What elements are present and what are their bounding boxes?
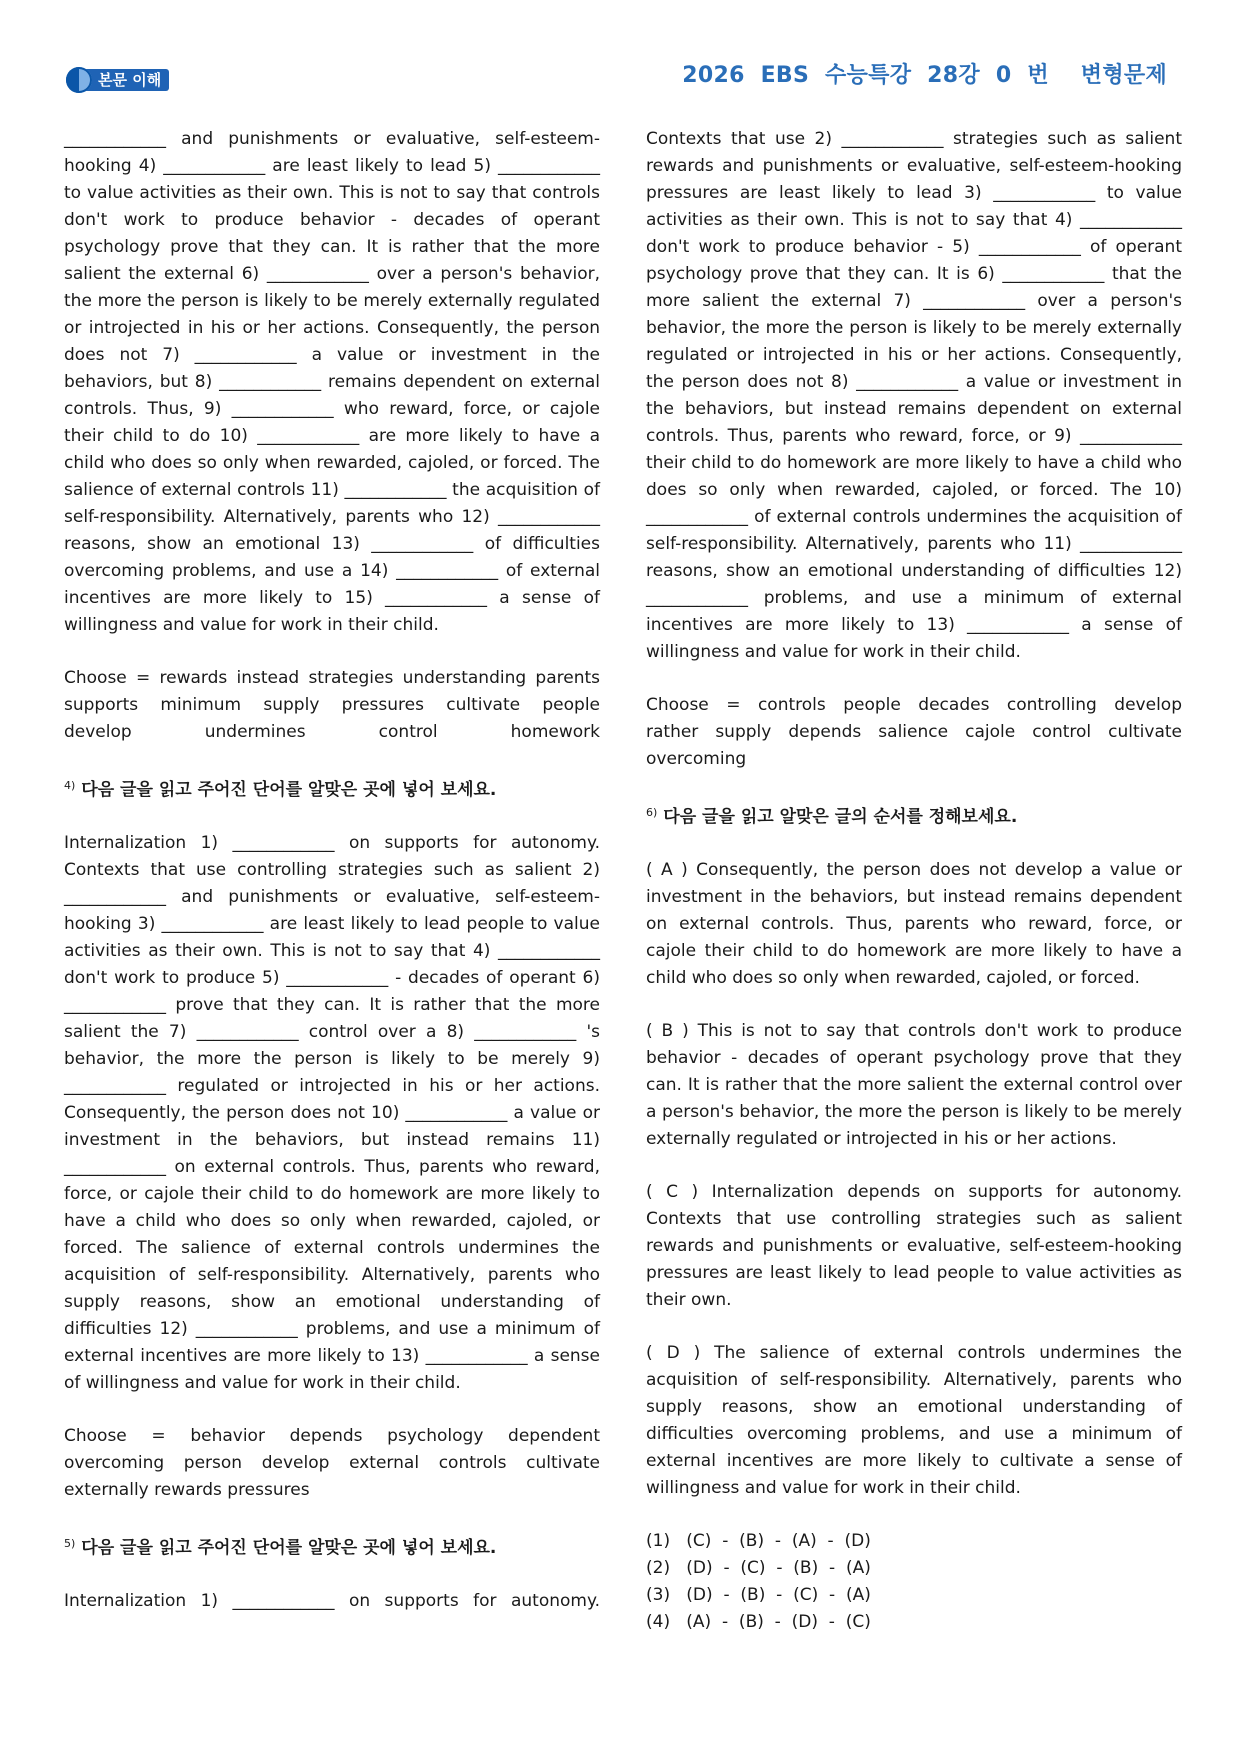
page-title: 2026 EBS 수능특강 28강 0 번 변형문제 — [682, 63, 1167, 88]
q5-passage-start: Internalization 1) ____________ on supports for autonomy. — [64, 1591, 600, 1611]
q6-instruction-text: 다음 글을 읽고 알맞은 글의 순서를 정해보세요. — [663, 807, 1018, 827]
q4-number: 4) — [64, 779, 76, 792]
q6-paragraph-c: ( C ) Internalization depends on supports for autonomy. Contexts that use controlling strategies such as salient rewards and punishments or evaluative, self-esteem-hooking pressures are least likely to lead people to value activities as their own. — [646, 1182, 1182, 1310]
q6-instruction — [646, 799, 1182, 831]
q6-paragraph-d: ( D ) The salience of external controls undermines the acquisition of self-responsibility. Alternatively, parents who supply reasons, show an emotional understanding of difficulties overcoming problems, and use a minimum of external incentives are more likely to cultivate a sense of willingness and value for work in their child. — [646, 1343, 1182, 1498]
q6-option-3[interactable]: (3) (D) - (B) - (C) - (A) — [646, 1585, 871, 1605]
q4-instruction-text: 다음 글을 읽고 주어진 단어를 알맞은 곳에 넣어 보세요. — [81, 780, 497, 800]
q5-choose-line-1: Choose = controls people decades controlling develop — [646, 695, 1182, 715]
q4-passage: Internalization 1) ____________ on supports for autonomy. Contexts that use controlling strategies such as salient 2) ____________ and punishments or evaluative, self-esteem-hooking 3) ____________ are least likely to lead people to value activities as their own. This is not to say that 4) ____________ don't work to produce 5) ____________ - decades of operant 6) ____________ prove that they can. It is rather that the more salient the 7) ____________ control over a 8) ____________ 's behavior, the more the person is likely to be merely 9) ____________ regulated or introjected in his or her actions. Consequently, the person does not 10) ____________ a value or investment in the behaviors, but instead remains 11) ____________ on external controls. Thus, parents who reward, force, or cajole their child to do homework are more likely to have a child who does so only when rewarded, cajoled, or forced. The salience of external controls undermines the acquisition of self-responsibility. Alternatively, parents who supply reasons, show an emotional understanding of difficulties 12) ____________ problems, and use a minimum of external incentives are more likely to 13) ____________ a sense of willingness and value for work in their child. — [64, 833, 600, 1393]
q4-choose-line-1: Choose = behavior depends psychology dependent — [64, 1426, 600, 1446]
q6-option-4[interactable]: (4) (A) - (B) - (D) - (C) — [646, 1612, 871, 1632]
half-circle-icon — [66, 67, 92, 93]
q5-passage: Contexts that use 2) ____________ strategies such as salient rewards and punishments or evaluative, self-esteem-hooking pressures are least likely to lead 3) ____________ to value activities as their own. This is not to say that 4) ____________ don't work to produce behavior - 5) ____________ of operant psychology prove that they can. It is 6) ____________ that the more salient the external 7) ____________ over a person's behavior, the more the person is likely to be merely externally regulated or introjected in his or her actions. Consequently, the person does not 8) ____________ a value or investment in the behaviors, but instead remains dependent on external controls. Thus, parents who reward, force, or 9) ____________ their child to do homework are more likely to have a child who does so only when rewarded, cajoled, or forced. The 10) ____________ of external controls undermines the acquisition of self-responsibility. Alternatively, parents who 11) ____________ reasons, show an emotional understanding of difficulties 12) ____________ problems, and use a minimum of external incentives are more likely to 13) ____________ a sense of willingness and value for work in their child. — [646, 129, 1182, 662]
q5-instruction — [64, 1530, 600, 1562]
q3-choose-line-1: Choose = rewards instead strategies understanding parents — [64, 668, 600, 688]
q5-number: 5) — [64, 1537, 76, 1550]
right-column — [646, 126, 1182, 1636]
q3-choose-line-2: supports minimum supply pressures cultivate people — [64, 695, 600, 715]
q6-option-1[interactable]: (1) (C) - (B) - (A) - (D) — [646, 1531, 871, 1551]
q3-choose-line-3: develop undermines control homework — [64, 722, 600, 742]
q4-choose-line-2: overcoming person develop external controls cultivate — [64, 1453, 600, 1473]
q5-choose-line-2: rather supply depends salience cajole control cultivate — [646, 722, 1182, 742]
q6-paragraph-b: ( B ) This is not to say that controls don't work to produce behavior - decades of operant psychology prove that they can. It is rather that the more salient the external control over a person's behavior, the more the person is likely to be merely externally regulated or introjected in his or her actions. — [646, 1021, 1182, 1149]
q5-instruction-text: 다음 글을 읽고 주어진 단어를 알맞은 곳에 넣어 보세요. — [81, 1538, 497, 1558]
q6-option-2[interactable]: (2) (D) - (C) - (B) - (A) — [646, 1558, 871, 1578]
left-column — [64, 126, 600, 1615]
q6-number: 6) — [646, 806, 658, 819]
q5-choose-line-3: overcoming — [646, 749, 747, 769]
section-badge — [66, 67, 169, 93]
q3-passage: ____________ and punishments or evaluative, self-esteem-hooking 4) ____________ are least likely to lead 5) ____________ to value activities as their own. This is not to say that controls don't work to produce behavior - decades of operant psychology prove that they can. It is rather that the more salient the external 6) ____________ over a person's behavior, the more the person is likely to be merely externally regulated or introjected in his or her actions. Consequently, the person does not 7) ____________ a value or investment in the behaviors, but 8) ____________ remains dependent on external controls. Thus, 9) ____________ who reward, force, or cajole their child to do 10) ____________ are more likely to have a child who does so only when rewarded, cajoled, or forced. The salience of external controls 11) ____________ the acquisition of self-responsibility. Alternatively, parents who 12) ____________ reasons, show an emotional 13) ____________ of difficulties overcoming problems, and use a 14) ____________ of external incentives are more likely to 15) ____________ a sense of willingness and value for work in their child. — [64, 129, 600, 635]
q4-choose-line-3: externally rewards pressures — [64, 1480, 310, 1500]
page-header — [0, 0, 1240, 110]
q6-paragraph-a: ( A ) Consequently, the person does not develop a value or investment in the behaviors, but instead remains dependent on external controls. Thus, parents who reward, force, or cajole their child to do homework are more likely to have a child who does so only when rewarded, cajoled, or forced. — [646, 860, 1182, 988]
q4-instruction — [64, 772, 600, 804]
section-badge-label: 본문 이해 — [78, 69, 169, 91]
